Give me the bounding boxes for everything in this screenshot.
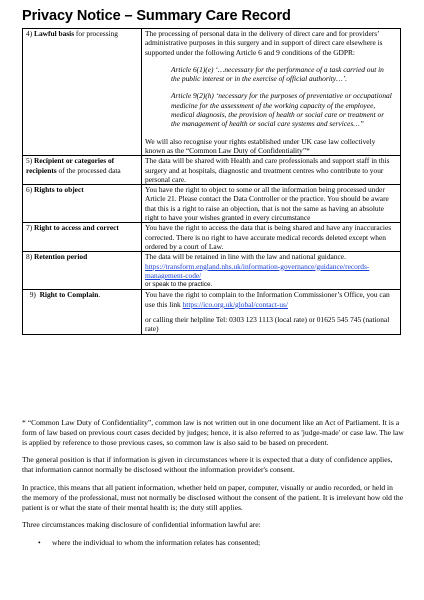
- row-label-complain: 9) Right to Complain.: [23, 290, 142, 334]
- bullet-icon: •: [38, 538, 41, 548]
- page-title: Privacy Notice – Summary Care Record: [22, 8, 291, 24]
- privacy-notice-table: [22, 28, 401, 335]
- row-content-lawful-basis: [142, 29, 401, 156]
- list-item: [38, 538, 404, 548]
- ico-contact-link[interactable]: https://ico.org.uk/global/contact-us/: [182, 299, 288, 309]
- row-label-lawful-basis: 4) Lawful basis for processing: [23, 29, 142, 156]
- table-row: [23, 156, 401, 185]
- records-management-link[interactable]: https://transform.england.nhs.uk/information-governance/guidance/records-management-code/: [145, 261, 370, 280]
- table-row: [23, 290, 401, 334]
- paragraph: The general position is that if information is given in circumstances where it is expected that a duty of confidence applies, that information cannot normally be disclosed without the information provider's consent.: [22, 455, 393, 475]
- paragraph: Three circumstances making disclosure of confidential information lawful are:: [22, 520, 261, 530]
- list-item-text: where the individual to whom the information relates has consented;: [52, 538, 261, 548]
- table-row: [23, 252, 401, 290]
- article-9-quote: Article 9(2)(h) ‘necessary for the purposes of preventative or occupational medicine for the assessment of the working capacity of the employee, medical diagnosis, the provision of health or social care or treatment or the management of health or social care systems and services…”: [171, 91, 392, 129]
- row-content-rights-to-object: You have the right to object to some or all the information being processed under Article 21. Please contact the Data Controller or the practice. You should be aware that this is a right to raise an objection, that is not the same as having an absolute right to have your wishes granted in every circumstance: [142, 185, 401, 223]
- row-label-recipients: 5) Recipient or categories of recipients of the processed data: [23, 156, 142, 185]
- table-row: [23, 29, 401, 156]
- retention-text: The data will be retained in line with the law and national guidance.: [145, 252, 346, 262]
- lawful-basis-intro: The processing of personal data in the delivery of direct care and for providers’ administrative purposes in this surgery and in support of direct care elsewhere is supported under the following Article 6 and 9 conditions of the GDPR:: [145, 29, 383, 57]
- paragraph: In practice, this means that all patient information, whether held on paper, computer, visually or audio recorded, or held in the memory of the professional, must not normally be disclosed without the consent of the patient. It is irrelevant how old the patient is or what the state of their mental health is; the duty still applies.: [22, 482, 404, 512]
- row-label-access-correct: 7) Right to access and correct: [23, 223, 142, 252]
- row-content-complain: [142, 290, 401, 334]
- retention-after-text: or speak to the practice.: [145, 281, 213, 289]
- common-law-explanation: [22, 418, 404, 548]
- table-row: [23, 223, 401, 252]
- footnote-paragraph: * “Common Law Duty of Confidentiality”, common law is not written out in one document like an Act of Parliament. It is a form of law based on previous court cases decided by judges; hence, it is also referred to as 'judge-made' or case law. The law is applied by reference to those previous cases, so common law is also said to be based on precedent.: [22, 418, 404, 447]
- helpline-text: or calling their helpline Tel: 0303 123 1113 (local rate) or 01625 545 745 (national rate): [145, 315, 390, 334]
- row-label-retention: 8) Retention period: [23, 252, 142, 290]
- article-6-quote: Article 6(1)(e) ‘…necessary for the performance of a task carried out in the public interest or in the exercise of official authority…’.: [171, 64, 384, 84]
- table-row: [23, 185, 401, 223]
- complain-text: You have the right to complain to the Information Commissioner’s Office, you can use this link https://ico.org.uk/global/contact-us/: [145, 290, 390, 309]
- lawful-basis-outro: We will also recognise your rights established under UK case law collectively known as the “Common Law Duty of Confidentiality”*: [145, 136, 376, 155]
- row-label-rights-to-object: 6) Rights to object: [23, 185, 142, 223]
- row-content-retention: [142, 252, 401, 290]
- row-content-access-correct: You have the right to access the data that is being shared and have any inaccuracies corrected. There is no right to have accurate medical records deleted except when ordered by a court of Law.: [142, 223, 401, 252]
- row-content-recipients: The data will be shared with Health and care professionals and support staff in this surgery and at hospitals, diagnostic and treatment centres who contribute to your personal care.: [142, 156, 401, 185]
